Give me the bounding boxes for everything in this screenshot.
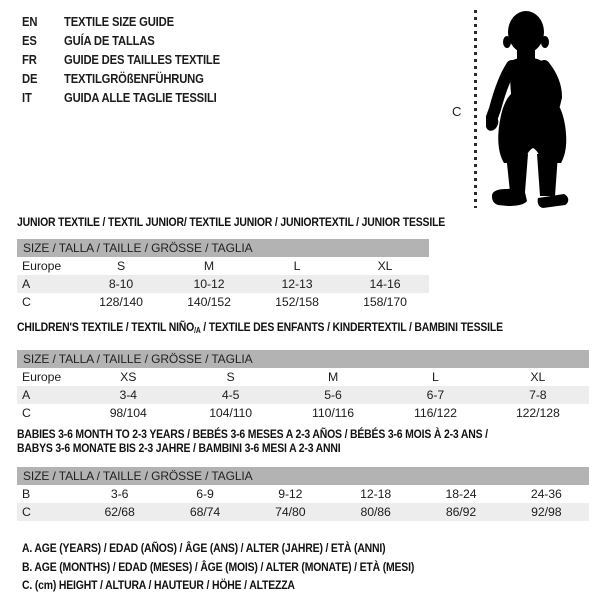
age-cell: 4-5 xyxy=(221,387,240,402)
language-list xyxy=(22,12,237,107)
age-cell: 7-8 xyxy=(529,387,547,402)
section-title-children xyxy=(17,320,515,338)
height-cell: 62/68 xyxy=(104,505,135,519)
language-code: DE xyxy=(22,71,38,86)
language-row-en xyxy=(22,12,237,31)
junior-size-table xyxy=(17,239,429,311)
table-row-height xyxy=(17,293,429,311)
age-cell: 5-6 xyxy=(324,387,342,402)
section-babies-textile xyxy=(17,427,589,521)
footnote-b: B. AGE (MONTHS) / EDAD (MESES) / ÂGE (MOIS) / ALTER (MONATE) / ETÀ (MESI) xyxy=(22,559,415,574)
guide-title-es: GUÍA DE TALLAS xyxy=(64,33,155,48)
row-label: C xyxy=(22,405,31,420)
language-row-it xyxy=(22,88,237,107)
title-line: BABYS 3-6 MONATE BIS 2-3 JAHRE / BAMBINI 3-6 MESI A 2-3 ANNI xyxy=(17,441,341,455)
footnotes xyxy=(22,539,473,595)
row-label: C xyxy=(22,295,31,309)
height-cell: 68/74 xyxy=(189,505,221,519)
language-code: ES xyxy=(22,33,37,48)
language-row-fr xyxy=(22,50,237,69)
babies-size-table xyxy=(17,467,589,521)
footnote-a: A. AGE (YEARS) / EDAD (AÑOS) / ÂGE (ANS) / ALTER (JAHRE) / ETÀ (ANNI) xyxy=(22,541,386,555)
height-cell: 98/104 xyxy=(109,405,147,420)
title-line: BABIES 3-6 MONTH TO 2-3 YEARS / BEBÉS 3-6 MESES A 2-3 AÑOS / BÉBÉS 3-6 MOIS À 2-3 ANS / xyxy=(17,427,488,441)
age-cell: 14-16 xyxy=(369,277,401,291)
language-row-es xyxy=(22,31,237,50)
table-row-age xyxy=(17,275,429,293)
size-header-bar: SIZE / TALLA / TAILLE / GRÖSSE / TAGLIA xyxy=(17,467,589,485)
height-cell: 128/140 xyxy=(99,295,143,309)
size-cell: XL xyxy=(377,259,393,273)
table-row-height xyxy=(17,503,589,521)
size-cell: M xyxy=(327,369,339,384)
measure-label-c: C xyxy=(452,104,462,119)
row-label: B xyxy=(22,487,31,501)
height-cell: 152/158 xyxy=(275,295,319,309)
age-cell: 9-12 xyxy=(278,487,303,501)
size-cell: M xyxy=(203,259,215,273)
section-title-babies xyxy=(17,427,589,455)
age-cell: 6-9 xyxy=(196,487,214,501)
height-cell: 122/128 xyxy=(515,405,560,420)
age-cell: 3-6 xyxy=(110,487,129,501)
height-cell: 92/98 xyxy=(531,505,562,519)
size-cell: S xyxy=(116,259,126,273)
table-row-europe xyxy=(17,257,429,275)
baby-silhouette xyxy=(486,4,598,209)
size-cell: L xyxy=(293,259,301,273)
age-cell: 6-7 xyxy=(426,387,445,402)
height-measure-dashed-line xyxy=(474,10,477,208)
language-code: FR xyxy=(22,52,37,67)
table-row-height xyxy=(17,404,589,422)
size-header-bar: SIZE / TALLA / TAILLE / GRÖSSE / TAGLIA xyxy=(17,239,429,257)
height-cell: 140/152 xyxy=(187,295,231,309)
size-header-bar: SIZE / TALLA / TAILLE / GRÖSSE / TAGLIA xyxy=(17,350,589,368)
age-cell: 18-24 xyxy=(445,487,477,501)
section-childrens-textile xyxy=(17,320,589,422)
height-cell: 86/92 xyxy=(445,505,477,519)
children-size-table xyxy=(17,350,589,422)
row-label: A xyxy=(22,387,31,402)
size-cell: XL xyxy=(530,369,546,384)
guide-title-de: TEXTILGRÖßENFÜHRUNG xyxy=(64,71,204,86)
height-cell: 116/122 xyxy=(414,405,457,420)
guide-title-fr: GUIDE DES TAILLES TEXTILE xyxy=(64,52,220,67)
height-cell: 74/80 xyxy=(275,505,306,519)
row-label: Europe xyxy=(22,369,62,384)
age-cell: 3-4 xyxy=(119,387,137,402)
table-row-age xyxy=(17,386,589,404)
section-title-junior: JUNIOR TEXTILE / TEXTIL JUNIOR/ TEXTILE JUNIOR / JUNIORTEXTIL / JUNIOR TESSILE xyxy=(17,215,446,229)
row-label: A xyxy=(22,277,31,291)
guide-title-en: TEXTILE SIZE GUIDE xyxy=(64,14,174,29)
language-code: EN xyxy=(22,14,38,29)
section-junior-textile xyxy=(17,215,446,311)
age-cell: 8-10 xyxy=(108,277,134,291)
title-subscript: /A xyxy=(194,325,201,335)
title-part: CHILDREN'S TEXTILE / TEXTIL NIÑO xyxy=(17,320,195,334)
language-row-de xyxy=(22,69,237,88)
age-cell: 12-18 xyxy=(360,487,392,501)
row-label: C xyxy=(22,505,31,519)
height-cell: 158/170 xyxy=(363,295,407,309)
language-code: IT xyxy=(22,90,32,105)
age-cell: 24-36 xyxy=(530,487,562,501)
guide-title-it: GUIDA ALLE TAGLIE TESSILI xyxy=(64,90,217,105)
footnote-c: C. (cm) HEIGHT / ALTURA / HAUTEUR / HÖHE / ALTEZZA xyxy=(22,578,295,592)
title-part: / TEXTILE DES ENFANTS / KINDERTEXTIL / BAMBINI TESSILE xyxy=(200,320,503,334)
size-cell: XS xyxy=(120,369,137,384)
size-cell: S xyxy=(226,369,235,384)
height-cell: 110/116 xyxy=(312,405,354,420)
row-label: Europe xyxy=(22,259,62,273)
table-row-europe xyxy=(17,368,589,386)
height-cell: 104/110 xyxy=(209,405,253,420)
height-cell: 80/86 xyxy=(360,505,391,519)
age-cell: 12-13 xyxy=(281,277,313,291)
size-cell: L xyxy=(432,369,439,384)
table-row-age-months xyxy=(17,485,589,503)
age-cell: 10-12 xyxy=(193,277,225,291)
